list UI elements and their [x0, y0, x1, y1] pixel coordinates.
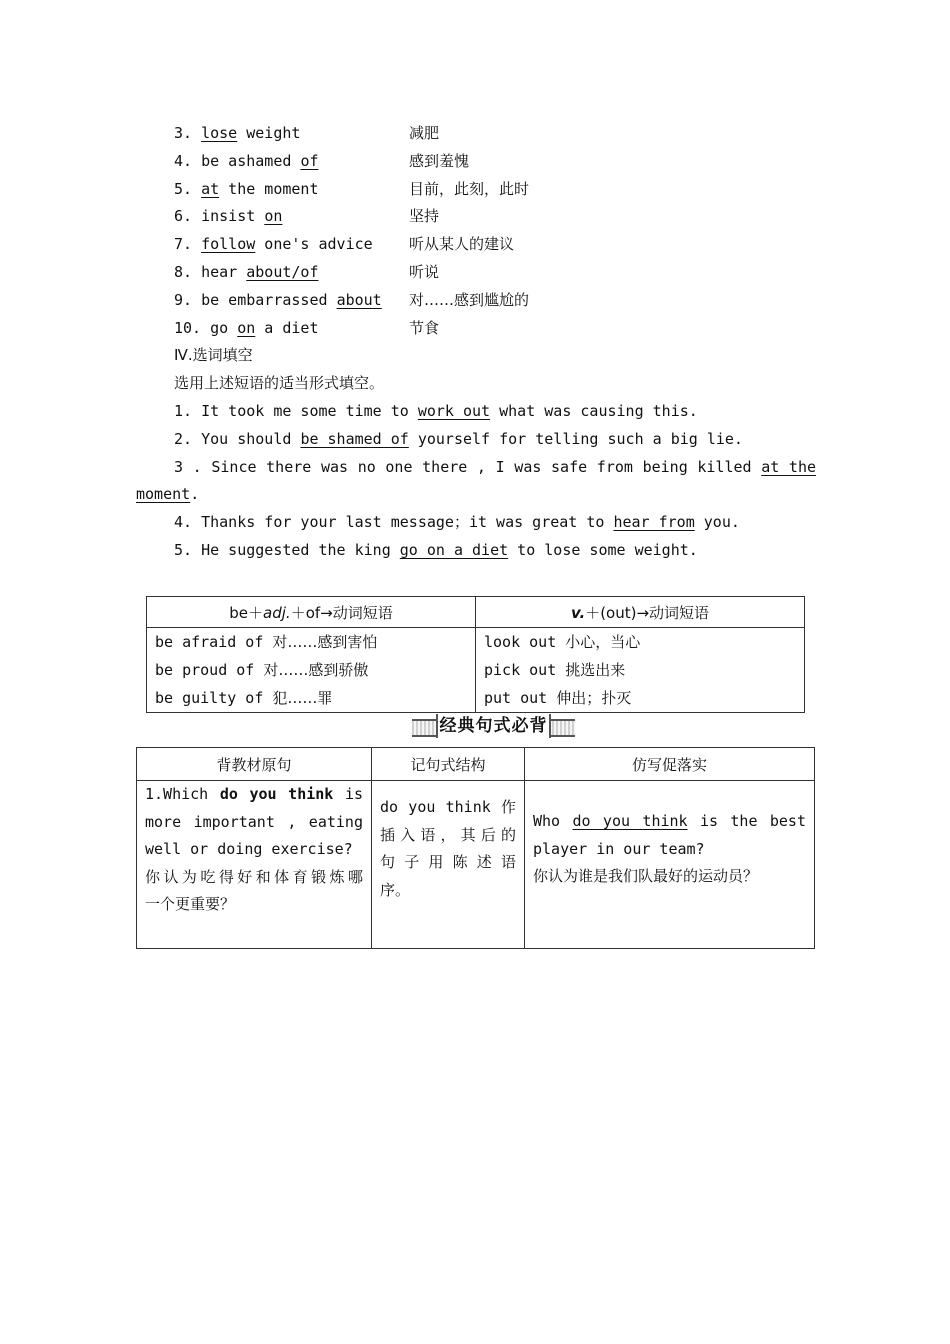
sentence-answer: do you think — [572, 812, 688, 830]
phrase-text: weight — [237, 124, 301, 142]
phrase-row — [174, 177, 734, 205]
phrase-meaning: 坚持 — [409, 207, 440, 226]
example-zh: 挑选出来 — [565, 661, 626, 679]
sentence-answer: moment — [136, 485, 191, 504]
fill-sentence — [136, 509, 816, 537]
imitation-line: player in our team? — [533, 839, 705, 858]
pattern-header-verb — [476, 597, 805, 628]
header-part: be＋ — [229, 603, 264, 622]
example-en: be guilty of — [155, 689, 273, 707]
header-structure: 记句式结构 — [372, 748, 525, 781]
sentence-pattern-table — [136, 747, 815, 949]
structure-line: 序。 — [380, 880, 411, 899]
sentence-text: is the best — [687, 812, 806, 830]
phrase-text: hear — [201, 262, 247, 281]
phrase-row — [174, 232, 734, 260]
sentence-answer: go on a diet — [399, 540, 509, 559]
structure-line: 插入语，其后的 — [380, 825, 516, 844]
pattern-example — [155, 628, 467, 656]
cell-structure — [372, 781, 525, 949]
pattern-cell-adj — [147, 628, 476, 713]
sentence-answer: at the — [761, 457, 817, 476]
phrase-row — [174, 260, 734, 288]
original-line — [145, 781, 363, 809]
sentence-answer: be shamed of — [300, 429, 409, 448]
example-en: put out — [484, 689, 557, 707]
structure-line: 句子用陈述语 — [380, 853, 516, 871]
phrase-number: 5. — [174, 179, 193, 198]
sentence-text: what was causing this. — [490, 402, 698, 420]
original-line: more important , eating — [145, 812, 363, 831]
example-en: be proud of — [155, 661, 264, 679]
header-imitation: 仿写促落实 — [525, 748, 815, 781]
example-zh: 对……感到害怕 — [272, 633, 378, 651]
pattern-cell-verb — [476, 628, 805, 713]
phrase-number: 8. — [174, 262, 193, 281]
phrase-meaning: 节食 — [409, 318, 440, 337]
phrase-number: 4. — [174, 151, 193, 170]
sentence-text: 5. He suggested the king — [174, 540, 400, 559]
fill-sentence — [136, 454, 816, 482]
pattern-example — [155, 656, 467, 684]
phrase-row — [174, 149, 734, 177]
phrase-answer: on — [264, 207, 283, 226]
header-part: ＋of→动词短语 — [290, 603, 393, 622]
phrase-meaning: 对……感到尴尬的 — [409, 290, 530, 309]
sentence-text: 1. It took me some time to — [174, 402, 418, 420]
phrase-row — [174, 288, 734, 316]
sentence-text: yourself for telling such a big lie. — [408, 429, 743, 448]
cell-original — [137, 781, 372, 949]
imitation-translation: 你认为谁是我们队最好的运动员？ — [533, 867, 759, 885]
sentence-answer: work out — [417, 402, 491, 420]
fill-sentence-continuation — [136, 481, 816, 509]
sentence-text: to lose some weight. — [508, 540, 698, 559]
phrase-text: one's advice — [255, 235, 373, 254]
phrase-answer: on — [237, 318, 256, 337]
phrase-answer: lose — [201, 124, 238, 142]
header-part: v. — [570, 603, 586, 622]
example-zh: 对……感到骄傲 — [263, 661, 369, 679]
sentence-answer: hear from — [613, 513, 695, 532]
structure-line: do you think 作 — [380, 798, 516, 816]
phrase-text: go — [210, 318, 238, 337]
header-part: ＋(out)→动词短语 — [585, 603, 710, 622]
fill-sentence — [136, 537, 816, 565]
example-en: look out — [484, 633, 566, 651]
phrase-text: a diet — [255, 318, 319, 337]
phrase-text: the moment — [219, 179, 319, 198]
phrase-meaning: 感到羞愧 — [409, 151, 470, 170]
phrase-answer: at — [201, 179, 220, 198]
sentence-text: Who — [533, 812, 573, 830]
phrase-number: 7. — [174, 235, 193, 254]
phrase-number: 3. — [174, 124, 193, 142]
example-zh: 小心，当心 — [565, 633, 641, 651]
fill-sentence — [136, 398, 816, 426]
header-part: adj. — [263, 603, 291, 622]
fill-sentence — [136, 426, 816, 454]
phrase-row — [174, 204, 734, 232]
example-en: pick out — [484, 661, 566, 679]
pattern-example — [484, 684, 796, 712]
section-banner — [412, 714, 575, 738]
sentence-keyword: do you think — [219, 785, 334, 803]
sentence-text: 2. You should — [174, 429, 301, 448]
original-line: well or doing exercise? — [145, 840, 353, 858]
example-zh: 伸出；扑灭 — [556, 689, 632, 707]
phrase-meaning: 减肥 — [409, 124, 440, 142]
sentence-text: you. — [694, 513, 740, 532]
sentence-text: 1.Which — [145, 785, 220, 803]
example-zh: 犯……罪 — [272, 689, 333, 707]
phrase-meaning: 听说 — [409, 262, 440, 281]
phrase-number: 10. — [174, 318, 202, 337]
sentence-text: 4. Thanks for your last message；it was great to — [174, 513, 614, 532]
phrase-text: be ashamed — [201, 151, 301, 170]
phrase-number: 9. — [174, 290, 193, 309]
original-translation: 你认为吃得好和体育锻炼哪 — [145, 867, 363, 886]
example-en: be afraid of — [155, 633, 273, 651]
cell-imitation — [525, 781, 815, 949]
phrase-number: 6. — [174, 207, 193, 226]
sentence-text: 3 . Since there was no one there , I was safe from being killed — [174, 457, 762, 476]
pattern-example — [155, 684, 467, 712]
phrase-answer: follow — [201, 235, 256, 254]
phrase-meaning: 听从某人的建议 — [409, 235, 515, 254]
section-instruction: 选用上述短语的适当形式填空。 — [174, 374, 385, 392]
imitation-line — [533, 808, 806, 836]
phrase-answer: about — [336, 290, 382, 309]
phrase-list — [174, 121, 734, 343]
phrase-row — [174, 316, 734, 344]
sentence-text: . — [190, 485, 200, 504]
header-original: 背教材原句 — [137, 748, 372, 781]
phrase-meaning: 目前，此刻，此时 — [409, 179, 530, 198]
phrase-answer: of — [300, 151, 319, 170]
phrase-text: insist — [201, 207, 265, 226]
phrase-row — [174, 121, 734, 149]
phrase-pattern-table — [146, 596, 805, 713]
sentence-text: is — [333, 785, 364, 803]
fill-sentence-list — [136, 398, 816, 565]
pattern-example — [484, 628, 796, 656]
phrase-answer: about/of — [246, 262, 319, 281]
pattern-example — [484, 656, 796, 684]
phrase-text: be embarrassed — [201, 290, 337, 309]
original-translation: 一个更重要？ — [145, 895, 236, 913]
banner-title: 经典句式必背 — [436, 714, 551, 738]
pattern-header-adj — [147, 597, 476, 628]
section-heading: Ⅳ.选词填空 — [174, 346, 253, 364]
